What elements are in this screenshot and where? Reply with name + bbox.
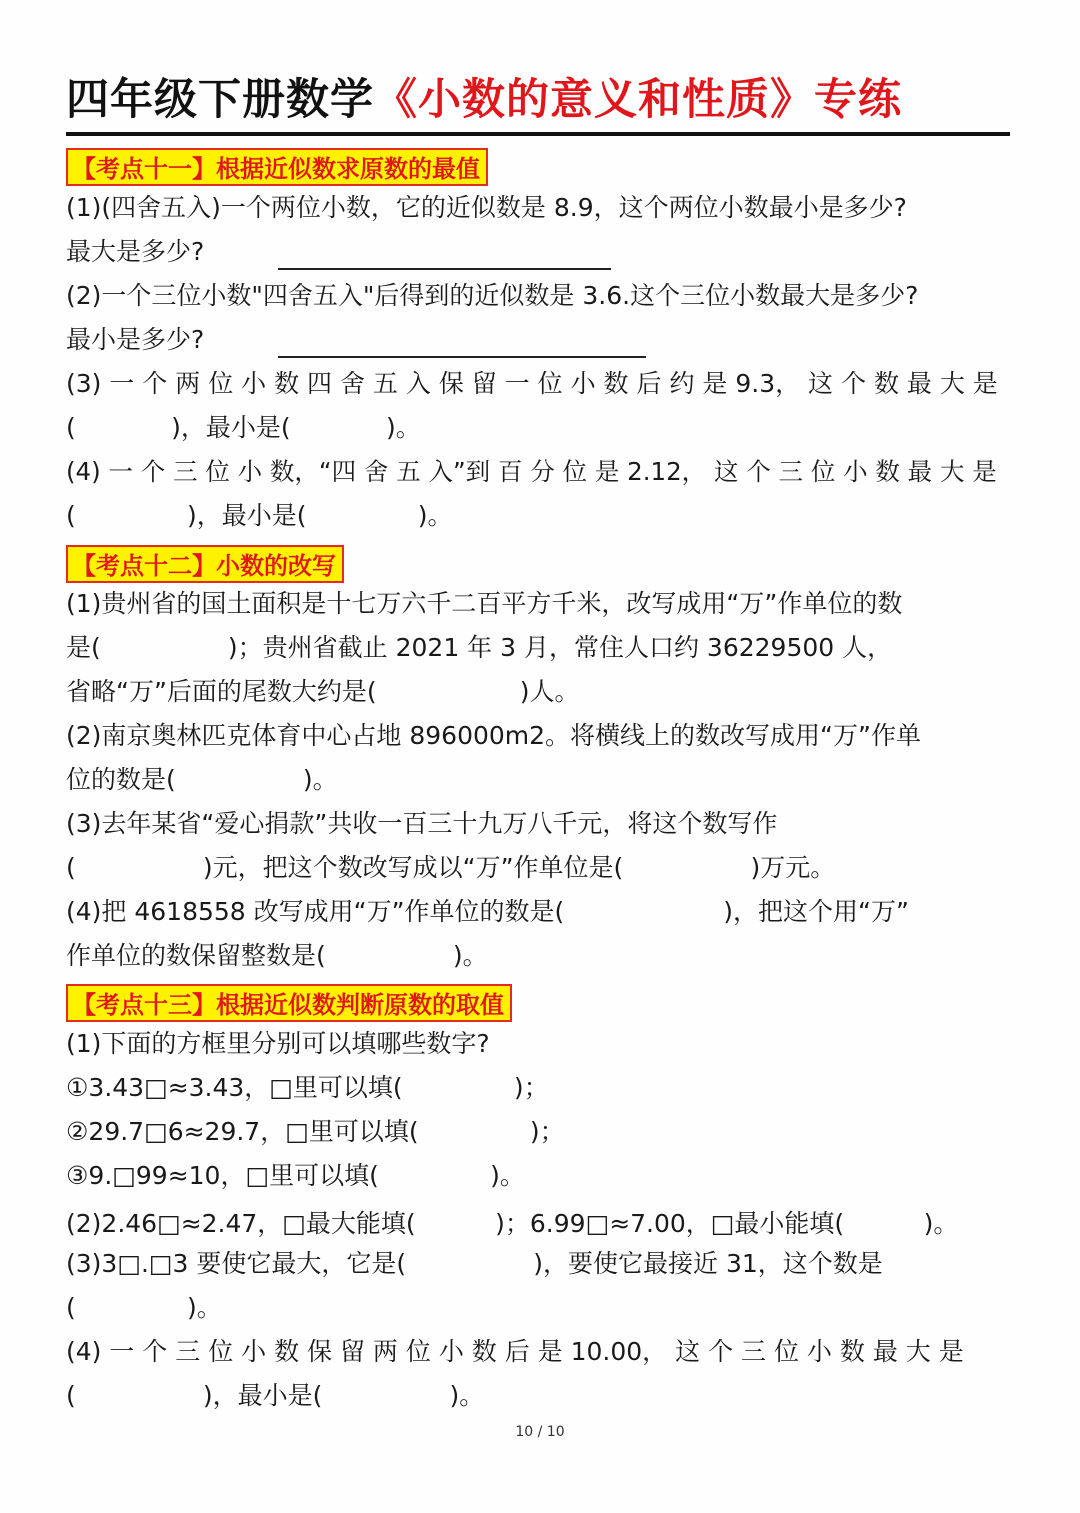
s12-q2-line1: (2)南京奥林匹克体育中心占地 896000m2。将横线上的数改写成用“万”作单 [66,721,921,750]
s11-q2-answer-line [278,356,646,358]
s13-q1-item1: ①3.43□≈3.43，□里可以填( )； [66,1073,549,1102]
s11-q4-line1: (4) 一 个 三 位 小 数，“四 舍 五 入”到 百 分 位 是 2.12， 这 个 三 位 小 数 最 大 是 [66,457,997,486]
s12-q1-line2: 是( )；贵州省截止 2021 年 3 月，常住人口约 36229500 人， [66,633,893,662]
s12-q4-line2: 作单位的数保留整数是( )。 [66,941,488,970]
s12-q3-line1: (3)去年某省“爱心捐款”共收一百三十九万八千元，将这个数写作 [66,809,778,838]
s13-q3-line2: ( )。 [66,1293,222,1322]
page-number: 10 / 10 [515,1424,565,1440]
s13-q4-line1: (4) 一 个 三 位 小 数 保 留 两 位 小 数 后 是 10.00， 这 个 三 位 小 数 最 大 是 [66,1337,964,1366]
s12-q3-line2: ( )元，把这个数改写成以“万”作单位是( )万元。 [66,853,836,882]
s11-q1-line1: (1)(四舍五入)一个两位小数，它的近似数是 8.9，这个两位小数最小是多少? [66,193,907,222]
s13-q1-item3: ③9.□99≈10，□里可以填( )。 [66,1161,525,1190]
section-12-heading: 【考点十二】小数的改写 [66,545,344,583]
section-13-heading: 【考点十三】根据近似数判断原数的取值 [66,984,512,1022]
s13-q1-line1: (1)下面的方框里分别可以填哪些数字? [66,1029,490,1058]
s11-q3-line1: (3) 一 个 两 位 小 数 四 舍 五 入 保 留 一 位 小 数 后 约 是 9.3， 这 个 数 最 大 是 [66,369,998,398]
s11-q1-answer-line [278,268,611,270]
title-grade-subject: 四年级下册数学 [66,75,374,125]
s12-q1-line1: (1)贵州省的国土面积是十七万六千二百平方千米，改写成用“万”作单位的数 [66,589,903,618]
s12-q1-line3: 省略“万”后面的尾数大约是( )人。 [66,677,580,706]
s11-q4-line2: ( )，最小是( )。 [66,501,453,530]
s11-q2-line2: 最小是多少? [66,325,205,354]
s11-q1-line2: 最大是多少? [66,237,205,266]
s13-q4-line2: ( )，最小是( )。 [66,1381,485,1410]
s13-q1-item2: ②29.7□6≈29.7，□里可以填( )； [66,1117,565,1146]
page-title [66,70,1010,136]
title-topic: 《小数的意义和性质》专练 [374,75,902,125]
s12-q2-line2: 位的数是( )。 [66,765,338,794]
s11-q3-line2: ( )，最小是( )。 [66,413,421,442]
section-11-heading: 【考点十一】根据近似数求原数的最值 [66,148,488,186]
s11-q2-line1: (2)一个三位小数"四舍五入"后得到的近似数是 3.6.这个三位小数最大是多少? [66,281,919,310]
s12-q4-line1: (4)把 4618558 改写成用“万”作单位的数是( )，把这个用“万” [66,897,909,926]
s13-q3-line1: (3)3□.□3 要使它最大，它是( )，要使它最接近 31，这个数是 [66,1249,883,1278]
s13-q2-line1: (2)2.46□≈2.47，□最大能填( )；6.99□≈7.00，□最小能填( )。 [66,1209,959,1238]
